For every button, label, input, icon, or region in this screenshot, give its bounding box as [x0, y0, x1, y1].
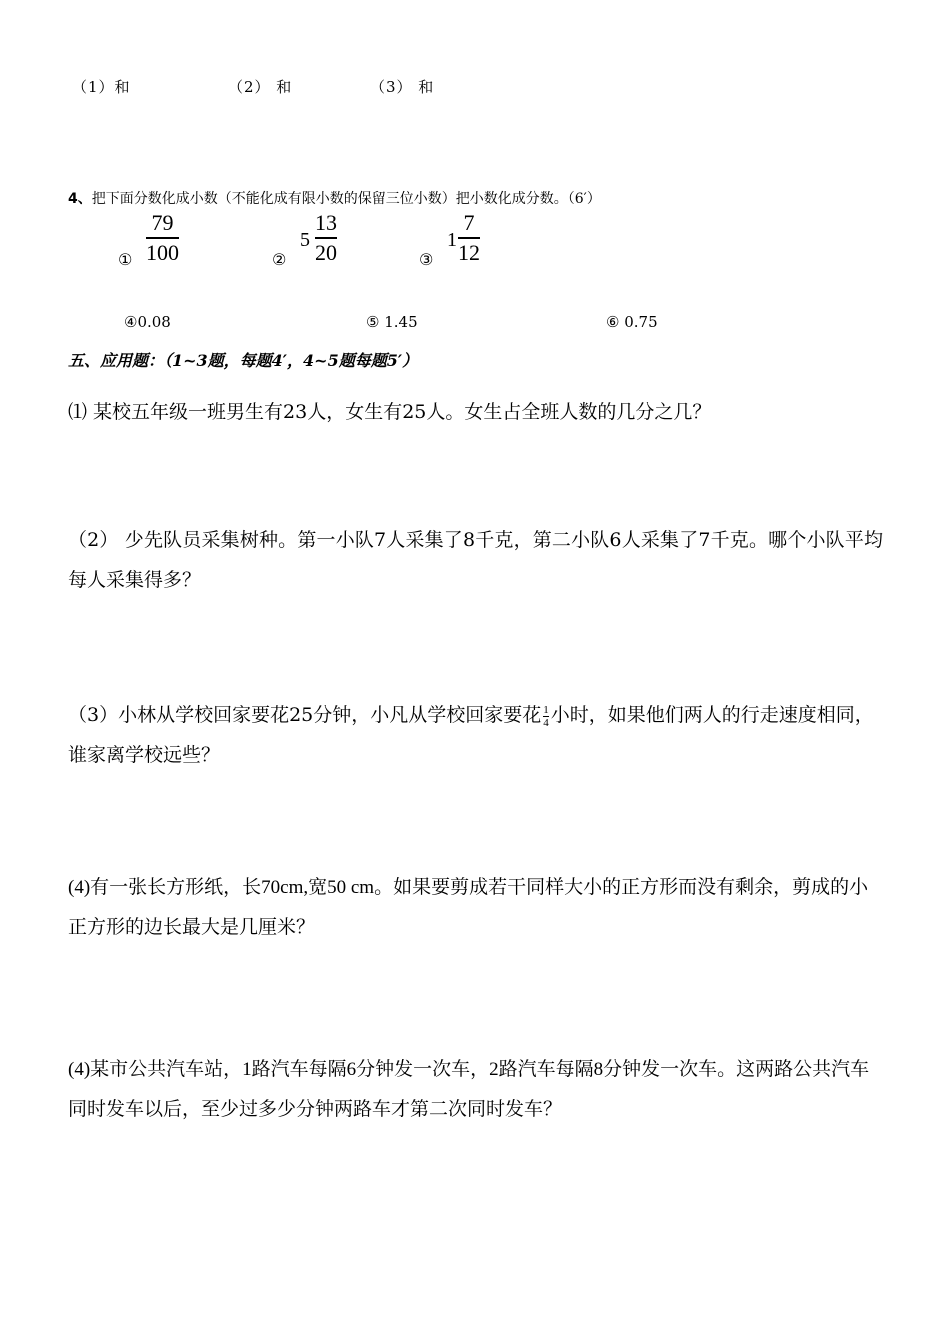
fraction-marker: ② — [272, 250, 287, 269]
section-5-title: 五、应用题：（1~3题，每题4′，4~5题每题5′） — [68, 351, 419, 370]
fraction-numerator: 7 — [463, 210, 475, 235]
fraction-marker: ③ — [419, 250, 434, 269]
fraction-bar — [458, 237, 480, 239]
fraction-numerator: 1 — [543, 703, 549, 716]
problem-4: (4)有一张长方形纸，长70cm,宽50 cm。如果要剪成若干同样大小的正方形而没有剩余，剪成的小正方形的边长最大是几厘米？ — [68, 877, 869, 938]
fraction-marker: ① — [118, 250, 133, 269]
fraction — [458, 210, 480, 266]
top-item-3: （3） 和 — [370, 78, 435, 96]
problem-3-text-before: （3）小林从学校回家要花25分钟，小凡从学校回家要花 — [68, 704, 542, 726]
fraction-denominator: 20 — [315, 239, 337, 265]
decimal-item-5: ⑤ 1.45 — [366, 313, 418, 331]
fraction-numerator: 79 — [151, 210, 174, 235]
question-4-number: 4、 — [68, 191, 92, 207]
question-4-text: 把下面分数化成小数（不能化成有限小数的保留三位小数）把小数化成分数。（6′） — [91, 191, 601, 207]
fraction-denominator: 4 — [543, 716, 549, 729]
top-item-2: （2） 和 — [228, 78, 293, 96]
fraction-bar — [315, 237, 337, 239]
fraction-bar — [146, 237, 179, 239]
fraction-denominator: 12 — [458, 239, 480, 265]
decimal-item-6: ⑥ 0.75 — [606, 313, 658, 331]
fraction-denominator: 100 — [146, 239, 179, 265]
problem-3-fraction — [543, 704, 549, 729]
question-4-heading — [68, 188, 601, 208]
fraction-numerator: 13 — [315, 210, 337, 235]
fraction-whole: 5 — [300, 229, 310, 251]
fraction — [315, 210, 337, 266]
top-item-1: （1）和 — [72, 78, 131, 96]
problem-3-text-after: 小时，如果他们两人的行走速度相同，谁家离学校远些？ — [68, 704, 874, 766]
problem-3 — [68, 695, 883, 775]
fraction-whole: 1 — [447, 229, 457, 251]
fraction — [146, 210, 179, 266]
decimal-item-4: ④0.08 — [124, 313, 171, 331]
problem-5: (4)某市公共汽车站，1路汽车每隔6分钟发一次车，2路汽车每隔8分钟发一次车。这两路公共汽车同时发车以后，至少过多少分钟两路车才第二次同时发车？ — [68, 1059, 870, 1120]
problem-1: ⑴ 某校五年级一班男生有23人，女生有25人。女生占全班人数的几分之几？ — [68, 401, 712, 423]
problem-2: （2） 少先队员采集树种。第一小队7人采集了8千克，第二小队6人采集了7千克。哪个小队平均每人采集得多？ — [68, 529, 883, 591]
